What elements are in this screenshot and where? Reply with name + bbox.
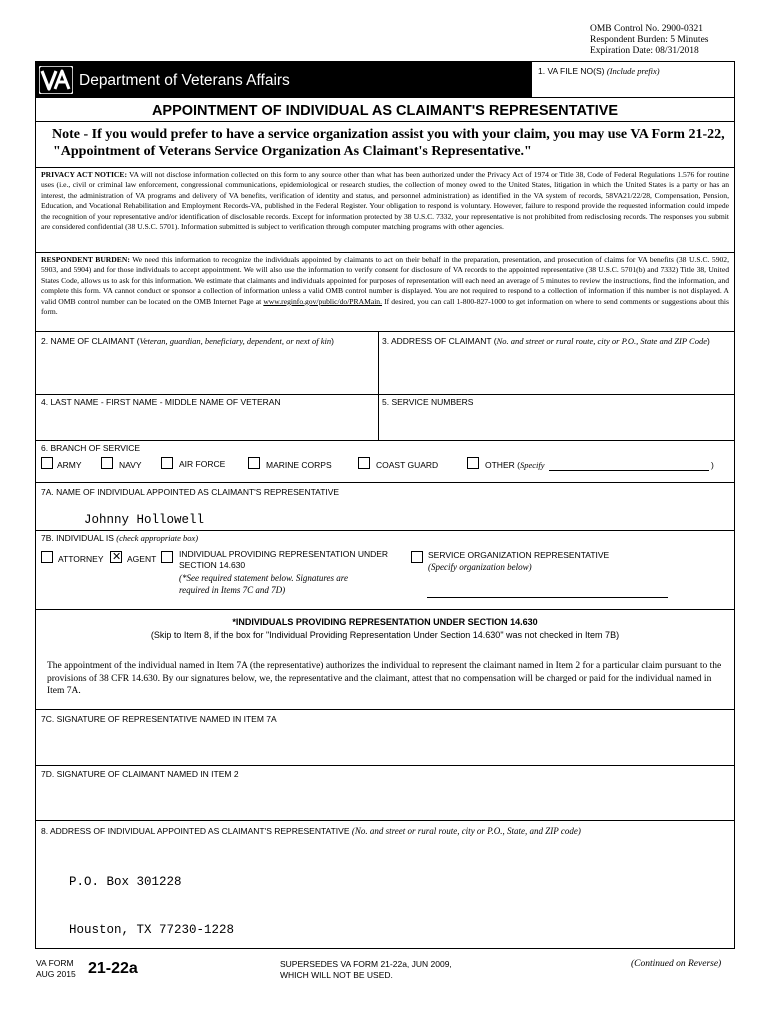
- coast-guard-checkbox[interactable]: [358, 457, 370, 469]
- omb-info: [590, 24, 708, 57]
- other-branch-text: OTHER (: [485, 460, 520, 470]
- claimant-name-hint: Veteran, guardian, beneficiary, dependent, or next of kin: [139, 336, 332, 346]
- individual-14630-note-line2: required in Items 7C and 7D): [179, 585, 286, 595]
- respondent-burden-time: Respondent Burden: 5 Minutes: [590, 35, 709, 45]
- individual-14630-label: [179, 549, 388, 571]
- form-title: APPOINTMENT OF INDIVIDUAL AS CLAIMANT'S REPRESENTATIVE: [151, 103, 619, 119]
- claimant-name-close: ): [331, 336, 335, 346]
- individual-type-label: [41, 533, 198, 543]
- supersedes-line2: WHICH WILL NOT BE USED.: [280, 970, 393, 980]
- representative-name-label: 7A. NAME OF INDIVIDUAL APPOINTED AS CLAIMANT'S REPRESENTATIVE: [41, 487, 340, 497]
- respondent-burden-notice: [41, 255, 729, 317]
- individual-14630-line1: INDIVIDUAL PROVIDING REPRESENTATION UNDER: [179, 549, 389, 559]
- individual-14630-checkbox[interactable]: [161, 551, 173, 563]
- representative-signature-label: 7C. SIGNATURE OF REPRESENTATIVE NAMED IN ITEM 7A: [41, 714, 277, 724]
- claimant-signature-label: 7D. SIGNATURE OF CLAIMANT NAMED IN ITEM 2: [41, 769, 239, 779]
- veteran-name-label: 4. LAST NAME - FIRST NAME - MIDDLE NAME OF VETERAN: [41, 397, 281, 407]
- privacy-act-heading: PRIVACY ACT NOTICE:: [41, 170, 128, 179]
- attorney-checkbox[interactable]: [41, 551, 53, 563]
- section-14630-statement: The appointment of the individual named in Item 7A (the representative) authorizes the individual to represent the claimant named in Item 2 for a particular claim pursuant to the provisions of 38 CFR 14.630. By our signatures below, we, the representative and the claimant, attest that no compensation will be charged or paid for the individual named in Item 7A.: [47, 661, 722, 696]
- agency-name: Department of Veterans Affairs: [79, 72, 290, 89]
- navy-checkbox[interactable]: [101, 457, 113, 469]
- individual-type-hint: (check appropriate box): [116, 533, 199, 543]
- individual-14630-note-line1: (*See required statement below. Signatures are: [179, 573, 348, 583]
- representative-address-label: [41, 826, 581, 836]
- service-organization-label: SERVICE ORGANIZATION REPRESENTATIVE: [428, 550, 610, 560]
- form-id-block: [36, 958, 76, 980]
- expiration-date: Expiration Date: 08/31/2018: [590, 46, 699, 56]
- individual-14630-note: [179, 572, 348, 596]
- respondent-burden-heading: RESPONDENT BURDEN:: [41, 255, 130, 264]
- other-branch-input[interactable]: [549, 470, 709, 471]
- claimant-name-label: 2. NAME OF CLAIMANT (: [41, 336, 140, 346]
- service-organization-input[interactable]: [427, 597, 668, 598]
- note-line-1: Note - If you would prefer to have a service organization assist you with your claim, you may use VA Form 21-22,: [52, 127, 725, 142]
- representative-name-value[interactable]: Johnny Hollowell: [84, 513, 205, 527]
- supersedes-notice: [280, 959, 452, 981]
- marine-corps-label: MARINE CORPS: [266, 460, 332, 470]
- air-force-label: AIR FORCE: [179, 459, 226, 469]
- claimant-address-close: ): [707, 336, 710, 346]
- representative-address-hint: (No. and street or rural route, city or P.O., State, and ZIP code): [351, 826, 581, 836]
- service-organization-hint: (Specify organization below): [428, 562, 532, 572]
- respondent-burden-text: We need this information to recognize the individuals appointed by claimants to act on their behalf in the preparation, presentation, and prosecution of claims for VA benefits (38 U.S.C. 5902, 5903, and 5904) and for those individuals to accept appointment. We will also use the information to verify consent for disclosure of VA records to the appointed representative (38 U.S.C. 5701(b) and 7332) Title 38, United States Code, allows us to ask for this information. We estimate that claimants and individuals appointed for purposes of representation will each need an average of 5 minutes to review the instructions, find the information, and complete this form. VA cannot conduct or sponsor a collection of information unless a valid OMB control number is displayed. You are not required to respond to a collection of information if this number is not displayed. A valid OMB control number can be located on the OMB Internet Page at: [41, 255, 729, 306]
- representative-address-text: 8. ADDRESS OF INDIVIDUAL APPOINTED AS CLAIMANT'S REPRESENTATIVE: [41, 826, 350, 836]
- individual-type-text: 7B. INDIVIDUAL IS: [41, 533, 114, 543]
- agency-banner: [35, 61, 531, 98]
- form-date: AUG 2015: [36, 969, 76, 979]
- service-organization-note: [52, 126, 725, 160]
- other-branch-hint: Specify: [519, 460, 545, 470]
- respondent-burden-tail: If desired, you can call 1-800-827-1000 to get information on where to send comments or suggestions about this form.: [41, 296, 729, 317]
- claimant-address-field[interactable]: [382, 336, 732, 394]
- supersedes-line1: SUPERSEDES VA FORM 21-22a, JUN 2009,: [280, 959, 452, 969]
- army-label: ARMY: [57, 460, 82, 470]
- representative-address-line2: Houston, TX 77230-1228: [69, 923, 235, 937]
- representative-address-value[interactable]: [69, 842, 234, 954]
- claimant-signature-field[interactable]: [36, 781, 734, 819]
- section-14630-heading: *INDIVIDUALS PROVIDING REPRESENTATION UNDER SECTION 14.630: [232, 617, 538, 627]
- representative-address-line1: P.O. Box 301228: [69, 875, 182, 889]
- omb-control-number: OMB Control No. 2900-0321: [590, 24, 703, 34]
- other-branch-checkbox[interactable]: [467, 457, 479, 469]
- form-number: 21-22a: [88, 960, 138, 977]
- service-numbers-field[interactable]: [382, 397, 732, 439]
- continued-on-reverse: (Continued on Reverse): [631, 959, 722, 969]
- attorney-label: ATTORNEY: [58, 554, 104, 564]
- va-form-label: VA FORM: [36, 958, 74, 968]
- agent-label: AGENT: [127, 554, 157, 564]
- claimant-address-hint: No. and street or rural route, city or P.O., State and ZIP Code: [496, 336, 707, 346]
- individual-14630-line2: SECTION 14.630: [179, 560, 246, 570]
- omb-internet-link[interactable]: www.reginfo.gov/public/do/PRAMain.: [263, 296, 383, 306]
- claimant-name-field[interactable]: [41, 336, 375, 394]
- army-checkbox[interactable]: [41, 457, 53, 469]
- va-file-number-hint: (Include prefix): [606, 66, 660, 76]
- representative-signature-field[interactable]: [36, 726, 734, 764]
- marine-corps-checkbox[interactable]: [248, 457, 260, 469]
- other-branch-close: ): [711, 460, 714, 470]
- privacy-act-text: VA will not disclose information collected on this form to any source other than what has been authorized under the Privacy Act of 1974 or Title 38, Code of Federal Regulations 1.576 for routine uses (i.e., civil or criminal law enforcement, congressional communications, epidemiological or research studies, the collection of money owed to the United States, litigation in which the United States is a party or has an interest, the administration of VA programs and delivery of VA benefits, verification of identity and status, and personnel administration) as identified in the VA system of records, 58VA21/22/28, Compensation, Pension, Education, and Vocational Rehabilitation and Employment Records-VA, published in the Federal Register. Your obligation to respond is voluntary. However, failure to respond provide the requested information could impede the recognition of your representative and/or identification of disclosable records. Except for information protected by 38 U.S.C. 7332, your representative is not prohibited from redisclosing records. The responses you submit are considered confidential (38 U.S.C. 5701). Information submitted is subject to verification through computer matching programs with other agencies.: [41, 170, 730, 232]
- note-line-2: "Appointment of Veterans Service Organization As Claimant's Representative.": [53, 144, 532, 159]
- va-logo-icon: [39, 66, 73, 94]
- privacy-act-notice: [41, 170, 729, 232]
- claimant-address-label: 3. ADDRESS OF CLAIMANT (: [382, 336, 497, 346]
- coast-guard-label: COAST GUARD: [376, 460, 439, 470]
- service-numbers-label: 5. SERVICE NUMBERS: [382, 397, 474, 407]
- agent-checkbox[interactable]: [110, 551, 122, 563]
- section-14630-skip-instruction: (Skip to Item 8, if the box for "Individual Providing Representation Under Section 14.630" was not checked in Item 7B): [150, 630, 620, 640]
- air-force-checkbox[interactable]: [161, 457, 173, 469]
- branch-of-service-label: 6. BRANCH OF SERVICE: [41, 443, 141, 453]
- veteran-name-field[interactable]: [41, 397, 375, 439]
- navy-label: NAVY: [119, 460, 142, 470]
- other-branch-label: [485, 460, 545, 470]
- service-organization-checkbox[interactable]: [411, 551, 423, 563]
- va-file-number-label: 1. VA FILE NO(S): [538, 66, 605, 76]
- va-file-number-field[interactable]: [531, 61, 735, 98]
